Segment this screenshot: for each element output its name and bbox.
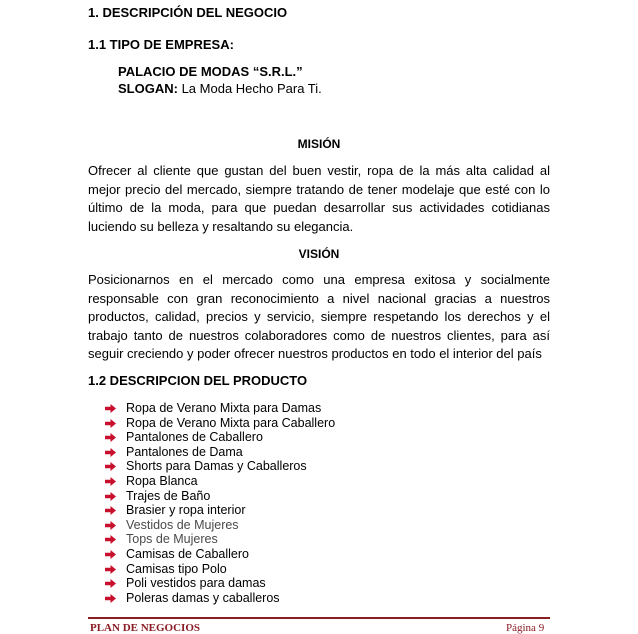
red-arrow-icon xyxy=(105,535,116,544)
product-list-item xyxy=(104,532,335,547)
slogan-text: La Moda Hecho Para Ti. xyxy=(181,81,322,96)
product-list-item-label: Poli vestidos para damas xyxy=(126,576,266,591)
product-list-item-label: Pantalones de Caballero xyxy=(126,430,263,445)
footer-divider xyxy=(88,617,550,619)
company-name: PALACIO DE MODAS “S.R.L.” xyxy=(118,64,303,79)
red-arrow-icon xyxy=(105,594,116,603)
product-list-item xyxy=(104,430,335,445)
red-arrow-icon xyxy=(105,448,116,457)
mision-title: MISIÓN xyxy=(297,137,341,151)
product-list-item-label: Ropa de Verano Mixta para Caballero xyxy=(126,415,336,430)
tipo-empresa-heading: 1.1 TIPO DE EMPRESA: xyxy=(88,37,234,52)
product-list-item xyxy=(104,547,335,562)
red-arrow-icon xyxy=(105,579,116,588)
red-arrow-icon xyxy=(105,565,116,574)
vision-title: VISIÓN xyxy=(298,247,340,261)
product-list xyxy=(104,401,335,605)
footer-left-text: PLAN DE NEGOCIOS xyxy=(90,622,201,634)
product-list-item-label: Shorts para Damas y Caballeros xyxy=(126,459,307,474)
product-list-item xyxy=(104,591,335,606)
product-list-item-label: Brasier y ropa interior xyxy=(126,503,246,518)
product-list-item xyxy=(104,518,335,533)
red-arrow-icon xyxy=(105,462,116,471)
vision-paragraph: Posicionarnos en el mercado como una empresa exitosa y socialmente responsable con gran reconocimiento a nivel nacional gracias a nuestros productos, calidad, precios y servicio, siempre respetando los derechos y el trabajo tanto de nuestros colaboradores como de nuestros clientes, para así seguir creciendo y poder ofrecer nuestros productos en todo el interior del país xyxy=(88,272,550,362)
product-list-item xyxy=(104,459,335,474)
product-list-item xyxy=(104,576,335,591)
product-list-item xyxy=(104,503,335,518)
company-block xyxy=(118,63,322,97)
red-arrow-icon xyxy=(105,550,116,559)
red-arrow-icon xyxy=(105,492,116,501)
red-arrow-icon xyxy=(105,521,116,530)
slogan-line xyxy=(118,80,322,97)
red-arrow-icon xyxy=(105,433,116,442)
product-list-item-label: Ropa Blanca xyxy=(126,473,198,488)
footer-page-number: Página 9 xyxy=(506,622,545,634)
product-list-item-label: Pantalones de Dama xyxy=(126,444,243,459)
product-list-item-label: Camisas tipo Polo xyxy=(126,561,227,576)
producto-heading: 1.2 DESCRIPCION DEL PRODUCTO xyxy=(88,373,308,388)
product-list-item xyxy=(104,401,335,416)
section-title: 1. DESCRIPCIÓN DEL NEGOCIO xyxy=(88,5,288,20)
product-list-item xyxy=(104,445,335,460)
red-arrow-icon xyxy=(105,404,116,413)
slogan-label: SLOGAN: xyxy=(118,81,178,96)
product-list-item xyxy=(104,474,335,489)
product-list-item-label: Vestidos de Mujeres xyxy=(126,517,239,532)
product-list-item-label: Trajes de Baño xyxy=(126,488,211,503)
product-list-item xyxy=(104,562,335,577)
red-arrow-icon xyxy=(105,506,116,515)
mision-paragraph: Ofrecer al cliente que gustan del buen vestir, ropa de la más alta calidad al mejor precio del mercado, siempre tratando de tener modelaje que esté con lo último de la moda, para que puedan desarrollar sus actividades cotidianas luciendo su belleza y resaltando su elegancia. xyxy=(88,163,550,234)
product-list-item-label: Poleras damas y caballeros xyxy=(126,590,280,605)
product-list-item-label: Tops de Mujeres xyxy=(126,532,218,547)
product-list-item xyxy=(104,489,335,504)
product-list-item xyxy=(104,416,335,431)
product-list-item-label: Ropa de Verano Mixta para Damas xyxy=(126,401,322,415)
red-arrow-icon xyxy=(105,477,116,486)
product-list-item-label: Camisas de Caballero xyxy=(126,546,249,561)
red-arrow-icon xyxy=(105,419,116,428)
